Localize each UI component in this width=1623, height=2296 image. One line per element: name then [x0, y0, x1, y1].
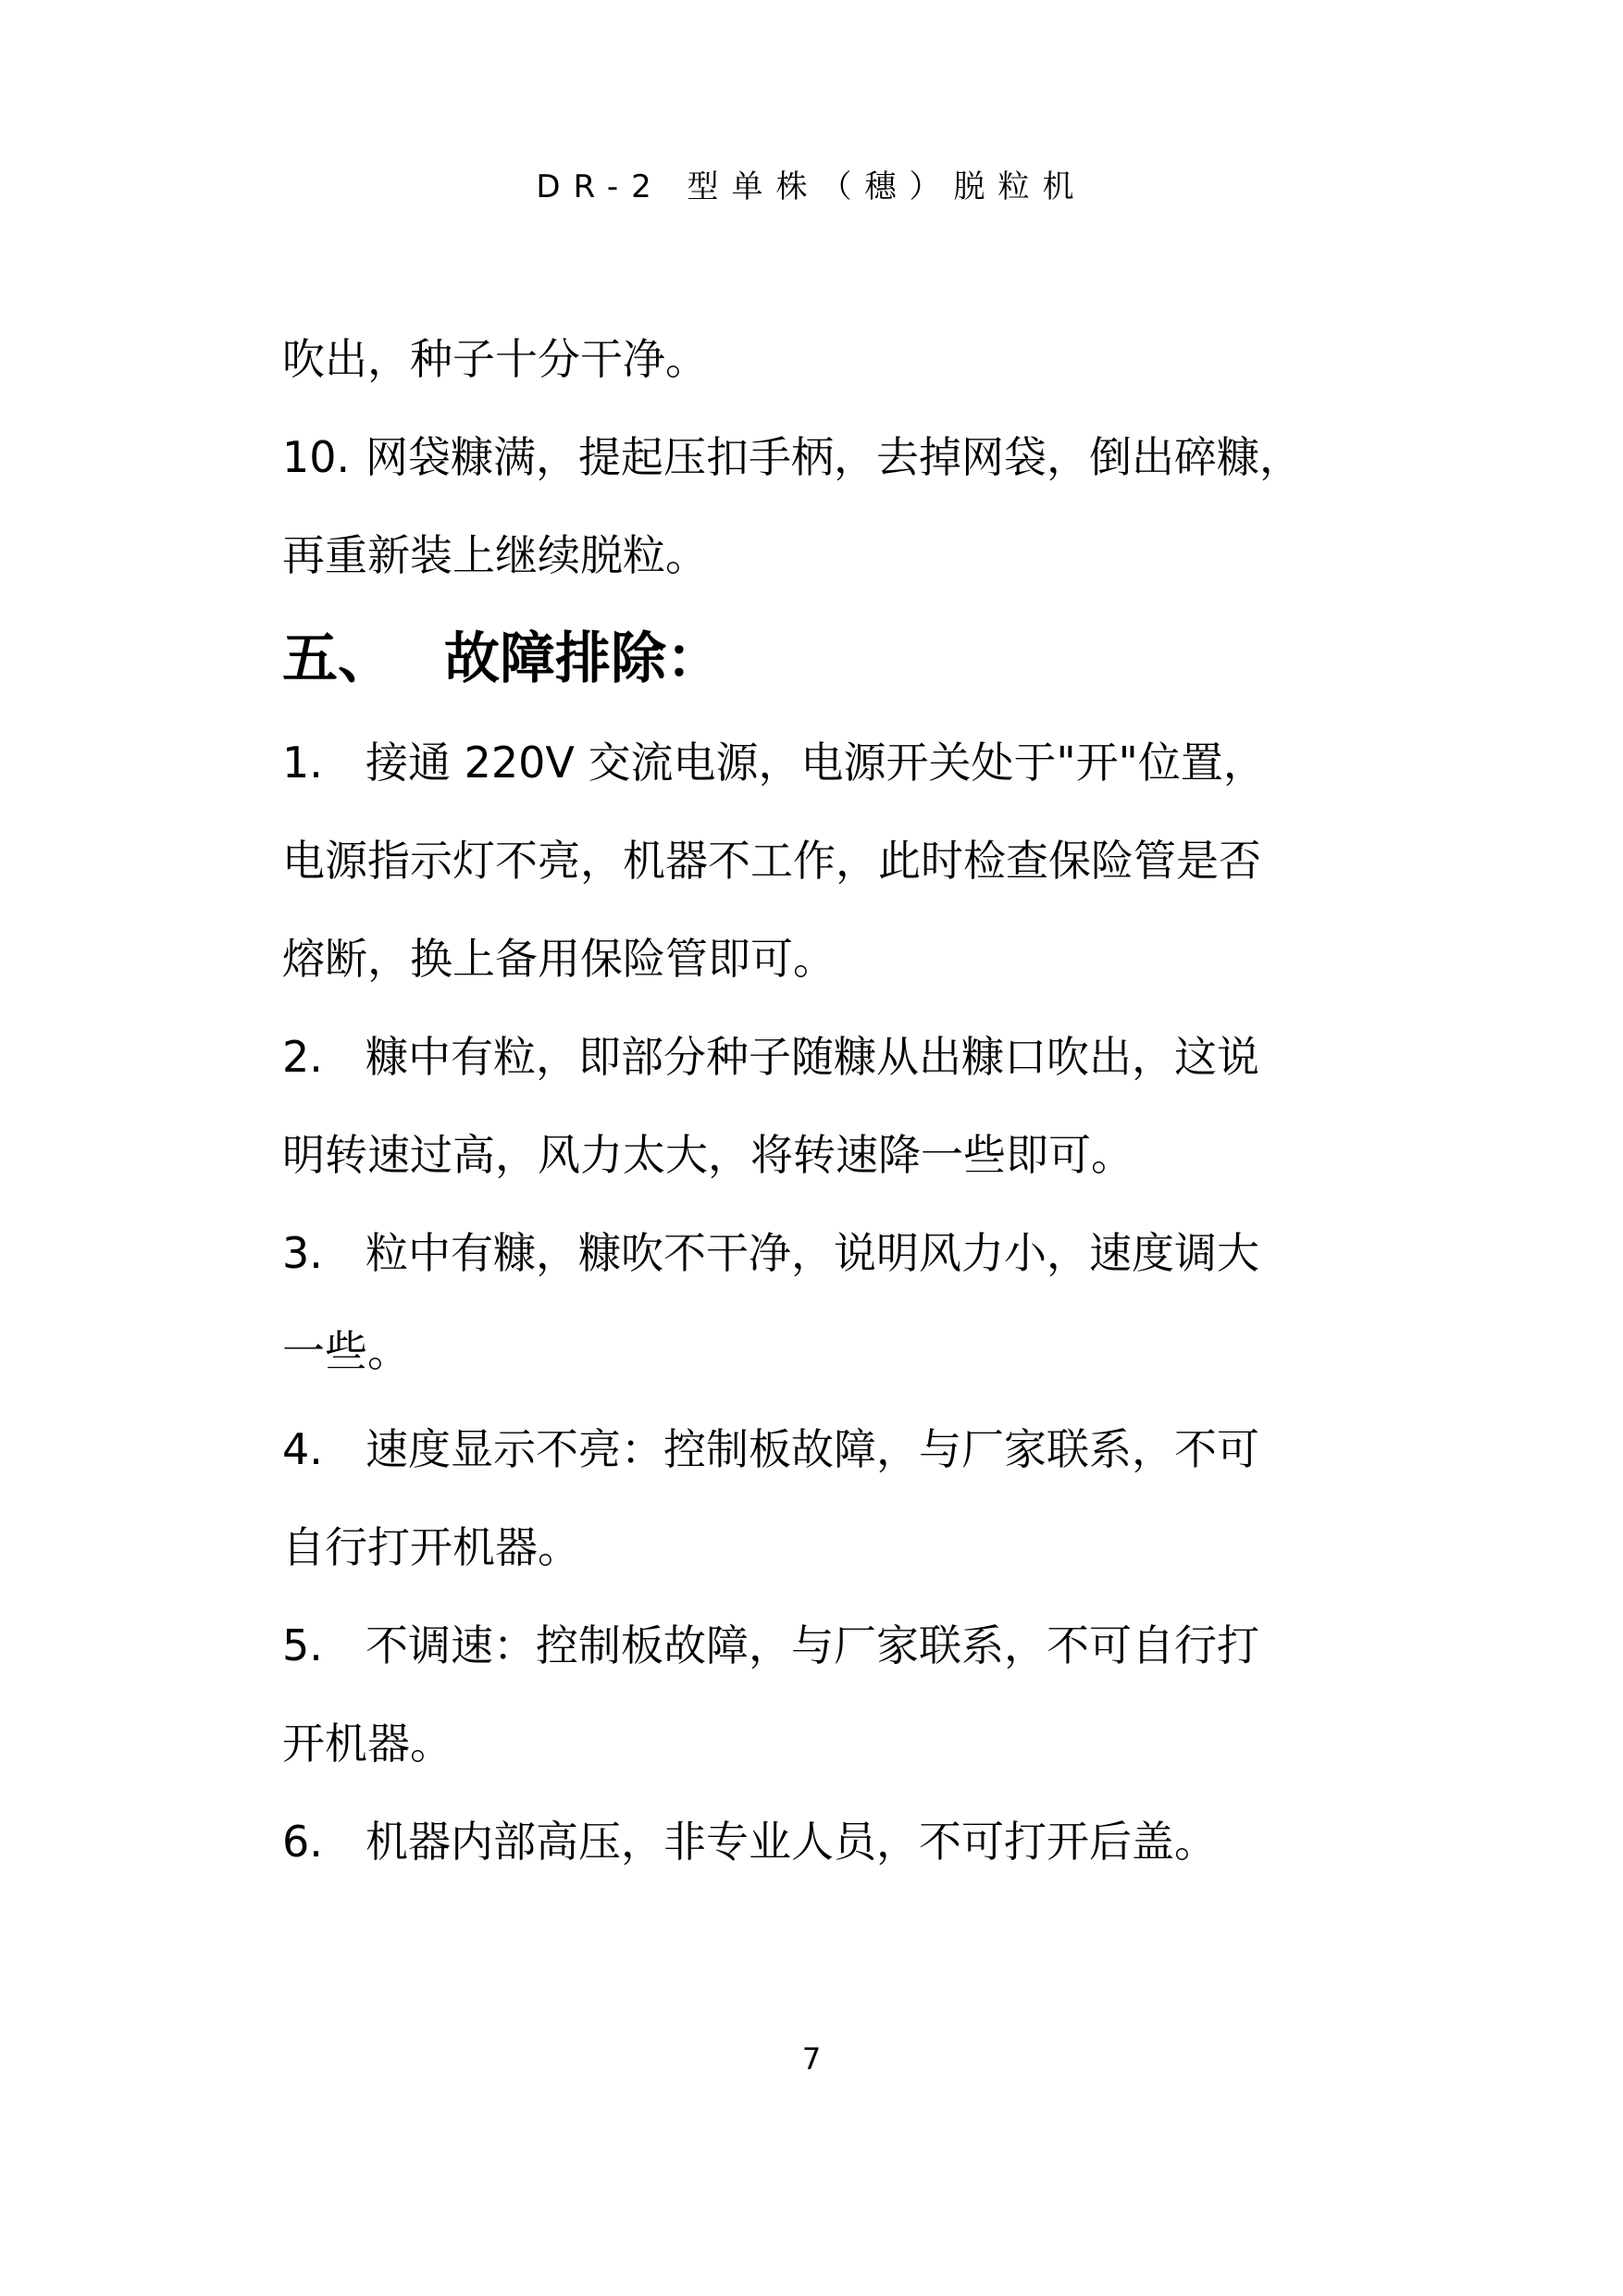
- list-item-6: [282, 1793, 1346, 1891]
- list-item-number: 3.: [282, 1228, 323, 1278]
- list-item-line: [282, 1793, 1346, 1891]
- list-item-line: [282, 1596, 1346, 1694]
- list-item-text: 速度显示不亮：控制板故障，与厂家联系，不可: [365, 1424, 1259, 1474]
- list-item-1: [282, 714, 1346, 1008]
- list-item-text: 接通 220V 交流电源，电源开关处于"开"位置，: [365, 738, 1266, 788]
- list-item-text: 粒中有糠，糠吹不干净，说明风力小，速度调大: [365, 1228, 1259, 1278]
- section-number: 五、: [282, 627, 393, 691]
- list-item-text: 不调速：控制板故障，与厂家联系，不可自行打: [365, 1620, 1259, 1670]
- page-number: 7: [801, 2042, 822, 2077]
- page-header: DR-2 型单株（穗）脱粒机: [536, 168, 1087, 205]
- list-item-number: 5.: [282, 1620, 323, 1670]
- list-item-line: 再重新装上继续脱粒。: [282, 530, 708, 580]
- list-item-text: 机器内部高压，非专业人员，不可打开后盖。: [365, 1817, 1217, 1867]
- list-item-line: 自行打开机器。: [282, 1522, 580, 1572]
- list-item-4: [282, 1400, 1346, 1596]
- list-item-10: [282, 408, 1346, 604]
- list-item-number: 6.: [282, 1817, 323, 1867]
- list-item-line: 开机器。: [282, 1719, 452, 1769]
- section-heading: [282, 604, 1346, 714]
- list-item-line: 明转速过高，风力太大，将转速降一些即可。: [282, 1130, 1134, 1180]
- page-content: [282, 310, 1346, 1891]
- list-item-5: [282, 1596, 1346, 1793]
- list-item-3: [282, 1204, 1346, 1400]
- section-title: 故障排除：: [444, 627, 722, 691]
- list-item-text: 网袋糠满，提起压扣手柄，去掉网袋，倒出碎糠，: [365, 432, 1302, 482]
- list-item-number: 10.: [282, 432, 351, 482]
- list-item-line: [282, 1400, 1346, 1498]
- list-item-line: 一些。: [282, 1326, 410, 1376]
- list-item-line: [282, 1008, 1346, 1106]
- list-item-line: [282, 714, 1346, 812]
- list-item-number: 4.: [282, 1424, 323, 1474]
- continuation-text: 吹出，种子十分干净。: [282, 334, 708, 384]
- list-item-2: [282, 1008, 1346, 1204]
- list-item-number: 2.: [282, 1032, 323, 1082]
- list-item-line: 熔断，换上备用保险管即可。: [282, 934, 836, 984]
- list-item-line: [282, 408, 1346, 506]
- list-item-text: 糠中有粒，即部分种子随糠从出糠口吹出，这说: [365, 1032, 1259, 1082]
- list-item-number: 1.: [282, 738, 323, 788]
- list-item-line: 电源指示灯不亮，机器不工作，此时检查保险管是否: [282, 836, 1261, 886]
- list-item-line: [282, 1204, 1346, 1302]
